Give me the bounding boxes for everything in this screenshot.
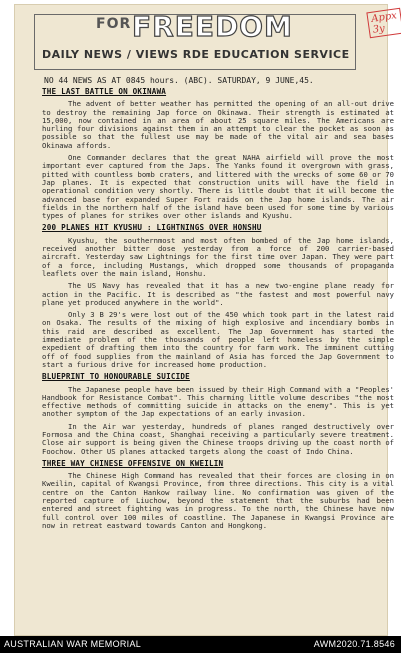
paragraph: One Commander declares that the great NAHA airfield will prove the most important ever captured from the Japs. The Yanks found it overgrown with grass, pitted with countless bomb craters, and littered with the wrecks of some 60 or 70 Jap planes. It is expected that construction units will have the field in operational condition very shortly. There is little doubt that it will become the advanced base for expanded Super Fort raids on the Jap home islands. The air fields in the northern half of the island have been used for some time by various types of planes for strikes over other islands and Kyushu. [42, 153, 394, 221]
masthead-title: FREEDOM [132, 10, 293, 43]
paragraph: The US Navy has revealed that it has a new two-engine plane ready for action in the Pacific. It is described as "the fastest and most powerful navy plane yet produced anywhere in the world". [42, 281, 394, 307]
paragraph: The Japanese people have been issued by their High Command with a "Peoples' Handbook for Resistance Combat". This charming little volume describes "the most effective methods of committing suicide in attacks on the enemy". This is yet another symptom of the Jap expectations of an early invasion. [42, 384, 394, 419]
section-heading-kyushu: 200 PLANES HIT KYUSHU : LIGHTNINGS OVER HONSHU [42, 223, 262, 233]
paragraph: The advent of better weather has permitted the opening of an all-out drive to destroy the remaining Jap force on Okinawa. Their strength is estimated at 15,000, now contained in an area of about 25 square miles. The Americans are hurling four divisions against them in an attempt to clear the pocket as soon as possible so that the fullest use may be made of the vital air and sea bases Okinawa affords. [42, 99, 394, 150]
article-body [42, 86, 394, 534]
footer-institution: AUSTRALIAN WAR MEMORIAL [4, 639, 142, 649]
paragraph: Only 3 B 29's were lost out of the 450 which took part in the latest raid on Osaka. The results of the mixing of high explosive and incendiary bombs in this raid are described as excellent. The Jap Government has started the immediate problem of the thousands of people left homeless by the simple expedient of drafting them into the country for farm work. The imminent cutting off of food supplies from the mainland of Asia has forced the Jap Government to start a furious drive for increased home production. [42, 310, 394, 369]
masthead-subtitle: DAILY NEWS / VIEWS RDE EDUCATION SERVICE [42, 48, 350, 61]
paragraph: In the Air war yesterday, hundreds of planes ranged destructively over Formosa and the China coast, Shanghai receiving a particularly severe treatment. Close air support is being given the Chinese troops driving up the coast north of Foochow. Other US planes attacked targets along the coast of Indo China. [42, 421, 394, 456]
section-heading-kweilin: THREE WAY CHINESE OFFENSIVE ON KWEILIN [42, 458, 224, 468]
paragraph: The Chinese High Command has revealed that their forces are closing in on Kweilin, capital of Kwangsi Province, from three directions. This city is a vital centre on the Canton Hankow railway line. No confirmation was given of the reported capture of Liuchow, beyond the statement that the suburbs had been entered and street fighting was in progress. To the north, the Chinese have now full control over 100 miles of coastline. The Japanese in Kwangsi Province are now in retreat eastward towards Canton and Hongkong. [42, 471, 394, 530]
dateline: NO 44 NEWS AS AT 0845 hours. (ABC). SATURDAY, 9 JUNE,45. [44, 76, 314, 85]
masthead-for: FOR [96, 16, 132, 32]
section-heading-suicide: BLUEPRINT TO HONOURABLE SUICIDE [42, 372, 190, 382]
section-heading-okinawa: THE LAST BATTLE ON OKINAWA [42, 87, 167, 96]
handwritten-annotation: Appx 3y [366, 8, 401, 38]
footer-bar [0, 636, 401, 653]
footer-accession-number: AWM2020.71.8546 [313, 639, 395, 649]
paragraph: Kyushu, the southernmost and most often bombed of the Jap home islands, received another bitter dose yesterday from a force of 200 carrier-based aircraft. Yesterday saw Lightnings for the first time over Japan. They were part of a force, including Mustangs, which dropped some thousands of propaganda leaflets over the main island, Honshu. [42, 235, 394, 278]
document-page [14, 4, 398, 636]
